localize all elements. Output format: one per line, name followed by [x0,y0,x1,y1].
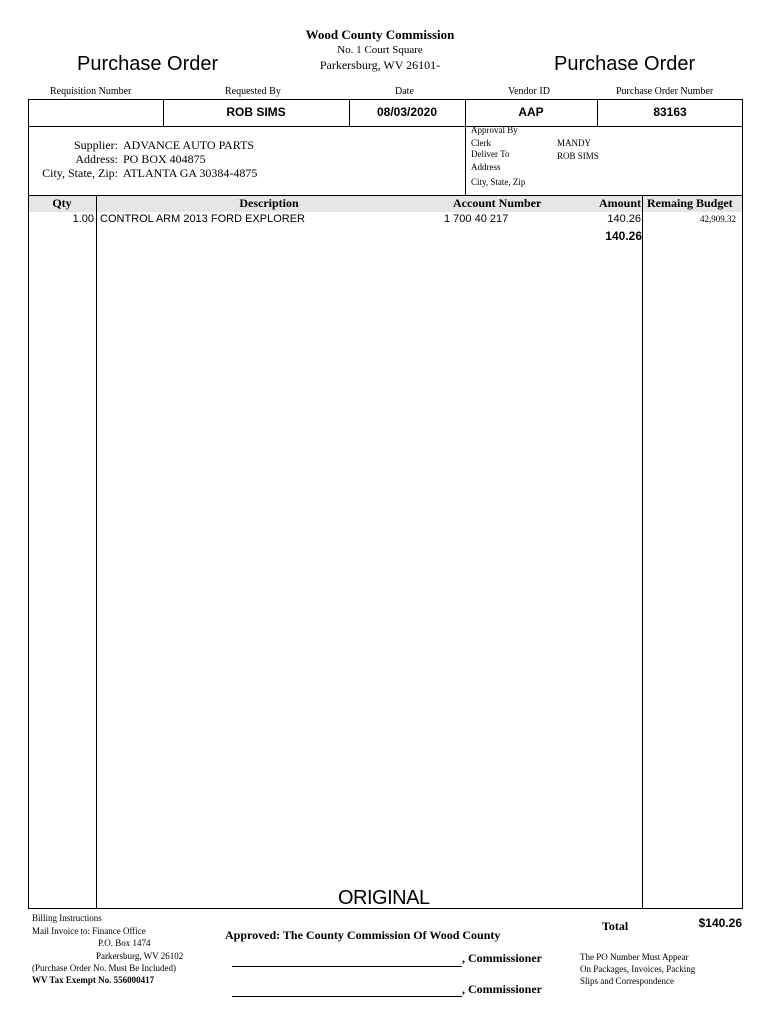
row-account: 1 700 40 217 [444,213,509,225]
label-deliver-address: Address [471,162,501,172]
label-deliver-city: City, State, Zip [471,177,526,187]
deliver-to-name: ROB SIMS [557,151,599,161]
billing-po-note: (Purchase Order No. Must Be Included) [32,963,176,973]
supplier-address: PO BOX 404875 [123,152,206,166]
label-deliver-to: Deliver To [471,149,510,159]
col-account-number: Account Number [453,196,542,210]
label-po-number: Purchase Order Number [616,86,714,97]
po-number-value: 83163 [653,105,687,119]
col-description: Description [239,196,299,210]
row-amount: 140.26 [607,213,641,225]
billing-mail-to: Mail Invoice to: Finance Office [32,926,146,936]
commissioner-label-2: , Commissioner [462,982,542,996]
original-stamp: ORIGINAL [338,887,430,909]
po-appear-line2: On Packages, Invoices, Packing [580,964,696,974]
label-vendor-id: Vendor ID [508,86,550,97]
col-qty: Qty [52,196,72,210]
vendor-id-value: AAP [518,105,544,119]
approved-line: Approved: The County Commission Of Wood County [225,928,501,942]
page-title-right: Purchase Order [554,53,696,75]
row-description: CONTROL ARM 2013 FORD EXPLORER [100,213,305,225]
row-qty: 1.00 [72,213,94,225]
supplier-name: ADVANCE AUTO PARTS [123,138,255,152]
billing-title: Billing Instructions [32,913,102,923]
org-name: Wood County Commission [305,27,455,42]
supplier-city: ATLANTA GA 30384-4875 [123,166,258,180]
po-appear-line3: Slips and Correspondence [580,976,674,986]
label-supplier: Supplier: [74,138,118,152]
label-requisition-number: Requisition Number [50,86,132,97]
date-value: 08/03/2020 [376,105,438,119]
row-budget: 42,909.32 [700,214,736,224]
label-date: Date [395,86,414,97]
org-address-line2: Parkersburg, WV 26101- [319,58,441,72]
label-city-state-zip: City, State, Zip: [42,166,118,180]
po-appear-line1: The PO Number Must Appear [580,952,689,962]
commissioner-label-1: , Commissioner [462,951,542,965]
org-address-line1: No. 1 Court Square [337,44,423,56]
total-value: $140.26 [698,916,742,930]
label-clerk: Clerk [471,138,491,148]
col-remaining-budget: Remaing Budget [647,196,733,210]
signature-line-1 [232,966,462,967]
clerk-name: MANDY [557,138,592,148]
subtotal-amount: 140.26 [605,229,642,243]
total-label: Total [602,919,629,933]
label-address: Address: [75,152,118,166]
tax-exempt: WV Tax Exempt No. 556000417 [32,975,155,985]
billing-po-box: P.O. Box 1474 [98,938,151,948]
label-requested-by: Requested By [225,86,281,97]
col-amount: Amount [598,196,641,210]
page-title-left: Purchase Order [77,53,219,75]
label-approval-by: Approval By [471,125,518,135]
signature-line-2 [232,996,462,997]
billing-city: Parkersburg, WV 26102 [96,951,184,961]
requested-by-value: ROB SIMS [226,105,286,119]
